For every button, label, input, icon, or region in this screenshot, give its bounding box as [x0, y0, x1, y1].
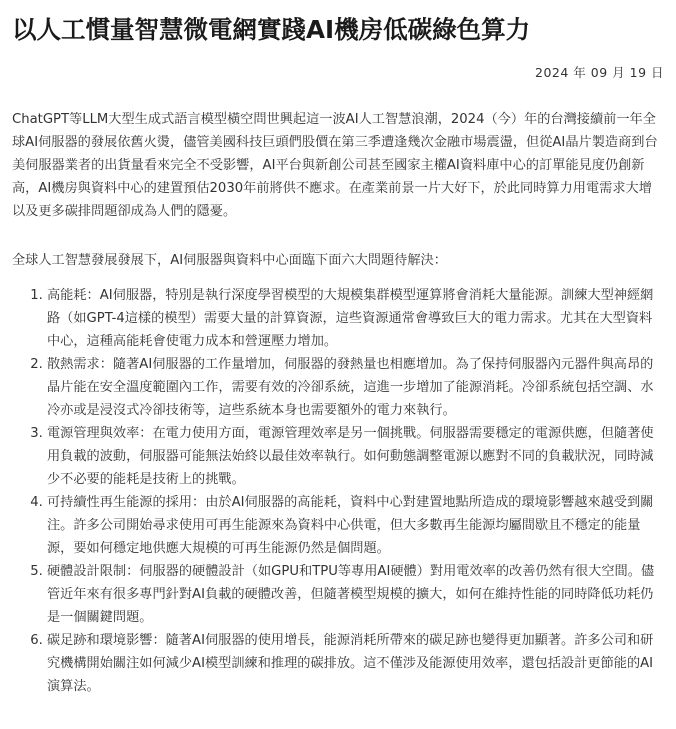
issues-list: [12, 284, 664, 698]
issue-item-renewable-energy: 4. 可持續性再生能源的採用：由於AI伺服器的高能耗，資料中心對建置地點所造成的環境影響越來越受到關注。許多公司開始尋求使用可再生能源來為資料中心供電，但大多數再生能源均屬間歇且不穩定的能量源，要如何穩定地供應大規模的可再生能源仍然是個問題。: [47, 491, 664, 560]
publish-date: 2024 年 09 月 19 日: [535, 65, 664, 80]
issue-item-hardware-design: 5. 硬體設計限制：伺服器的硬體設計（如GPU和TPU等專用AI硬體）對用電效率的改善仍然有很大空間。儘管近年來有很多專門針對AI負載的硬體改善，但隨著模型規模的擴大，如何在維持性能的同時降低功耗仍是一個關鍵問題。: [47, 560, 664, 629]
issue-item-cooling: 2. 散熱需求：隨著AI伺服器的工作量增加，伺服器的發熱量也相應增加。為了保持伺服器內元器件與高昂的晶片能在安全溫度範圍內工作，需要有效的冷卻系統，這進一步增加了能源消耗。冷卻系統包括空調、水冷亦或是浸沒式冷卻技術等，這些系統本身也需要額外的電力來執行。: [47, 353, 664, 422]
intro-paragraph: ChatGPT等LLM大型生成式語言模型橫空問世興起這一波AI人工智慧浪潮，2024（今）年的台灣接續前一年全球AI伺服器的發展依舊火燙，儘管美國科技巨頭們股價在第三季遭逢幾次金融市場震盪，但從AI晶片製造商到台美伺服器業者的出貨量看來完全不受影響，AI平台與新創公司甚至國家主權AI資料庫中心的訂單能見度仍創新高，AI機房與資料中心的建置預估2030年前將供不應求。在產業前景一片大好下，於此同時算力用電需求大增以及更多碳排問題卻成為人們的隱憂。: [12, 112, 658, 219]
issue-item-energy-consumption: 1. 高能耗：AI伺服器，特別是執行深度學習模型的大規模集群模型運算將會消耗大量能源。訓練大型神經網路（如GPT-4這樣的模型）需要大量的計算資源，這些資源通常會導致巨大的電力需求。尤其在大型資料中心，這種高能耗會使電力成本和營運壓力增加。: [47, 284, 664, 353]
issue-item-carbon-footprint: 6. 碳足跡和環境影響：隨著AI伺服器的使用增長，能源消耗所帶來的碳足跡也變得更加顯著。許多公司和研究機構開始關注如何減少AI模型訓練和推理的碳排放。這不僅涉及能源使用效率，還包括設計更節能的AI演算法。: [47, 629, 664, 698]
issues-lead-paragraph: 全球人工智慧發展發展下，AI伺服器與資料中心面臨下面六大問題待解決：: [12, 253, 447, 268]
article-title: 以人工慣量智慧微電網實踐AI機房低碳綠色算力: [12, 15, 531, 44]
issue-item-power-management: 3. 電源管理與效率：在電力使用方面，電源管理效率是另一個挑戰。伺服器需要穩定的電源供應，但隨著使用負載的波動，伺服器可能無法始終以最佳效率執行。如何動態調整電源以應對不同的負載狀況，同時減少不必要的能耗是技術上的挑戰。: [47, 422, 664, 491]
